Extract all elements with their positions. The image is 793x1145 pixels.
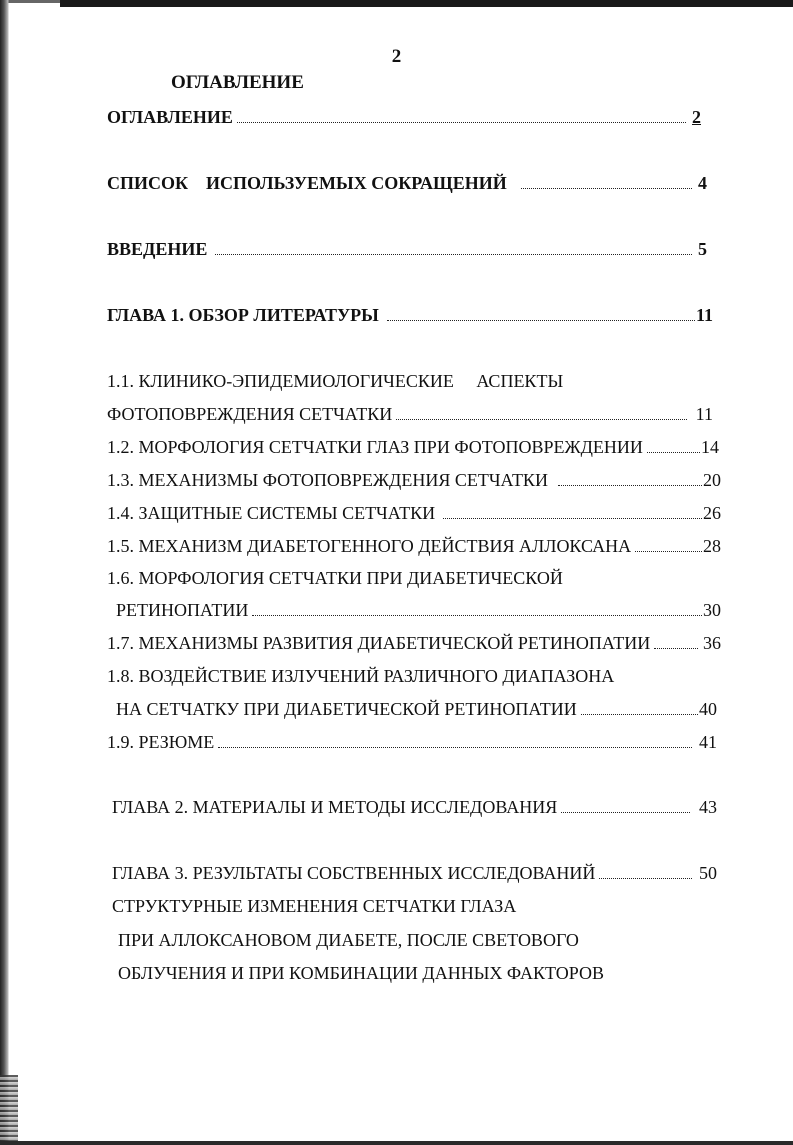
- toc-entry: [107, 535, 721, 557]
- toc-entry: [107, 403, 713, 425]
- toc-entry: [107, 304, 713, 326]
- toc-entry-label: 1.1. КЛИНИКО-ЭПИДЕМИОЛОГИЧЕСКИЕ АСПЕКТЫ: [107, 371, 564, 391]
- toc-entry-page: 26: [703, 503, 721, 523]
- toc-entry: [107, 469, 721, 491]
- toc-entry-label: 1.7. МЕХАНИЗМЫ РАЗВИТИЯ ДИАБЕТИЧЕСКОЙ РЕТИНОПАТИИ: [107, 633, 651, 653]
- toc-entry-label: ГЛАВА 2. МАТЕРИАЛЫ И МЕТОДЫ ИССЛЕДОВАНИЯ: [112, 797, 558, 817]
- toc-leader: [599, 877, 692, 879]
- toc-entry: [107, 370, 563, 392]
- toc-entry: [112, 895, 516, 917]
- toc-entry-page: 40: [699, 699, 717, 719]
- toc-entry-page: 50: [699, 863, 717, 883]
- toc-entry: [118, 962, 604, 984]
- toc-entry-label: ФОТОПОВРЕЖДЕНИЯ СЕТЧАТКИ: [107, 404, 393, 424]
- toc-entry: [107, 436, 719, 458]
- toc-entry: [116, 698, 717, 720]
- toc-entry-label: СТРУКТУРНЫЕ ИЗМЕНЕНИЯ СЕТЧАТКИ ГЛАЗА: [112, 896, 517, 916]
- toc-entry-page: 28: [703, 536, 721, 556]
- toc-entry-page: 11: [695, 305, 713, 325]
- toc-leader: [581, 713, 698, 715]
- toc-entry-label: 1.4. ЗАЩИТНЫЕ СИСТЕМЫ СЕТЧАТКИ: [107, 503, 436, 523]
- toc-entry-page: 14: [701, 437, 719, 457]
- toc-entry-page: 30: [703, 600, 721, 620]
- toc-entry-label: ВВЕДЕНИЕ: [107, 239, 208, 259]
- toc-leader: [561, 811, 690, 813]
- toc-entry-label: 1.2. МОРФОЛОГИЯ СЕТЧАТКИ ГЛАЗ ПРИ ФОТОПОВРЕЖДЕНИИ: [107, 437, 643, 457]
- toc-entry-page: 36: [703, 633, 721, 653]
- scan-binding-marks: [0, 1075, 18, 1145]
- scan-edge-left: [0, 0, 9, 1145]
- toc-entry-label: РЕТИНОПАТИИ: [116, 600, 249, 620]
- toc-leader: [237, 121, 686, 123]
- toc-entry: [107, 567, 563, 589]
- page-title: ОГЛАВЛЕНИЕ: [171, 72, 304, 93]
- toc-entry-page: 41: [699, 732, 717, 752]
- toc-entry-label: 1.3. МЕХАНИЗМЫ ФОТОПОВРЕЖДЕНИЯ СЕТЧАТКИ: [107, 470, 548, 490]
- toc-leader: [387, 319, 695, 321]
- toc-entry-label: ГЛАВА 1. ОБЗОР ЛИТЕРАТУРЫ: [107, 305, 379, 325]
- toc-entry: [107, 238, 707, 260]
- toc-entry-label: ОБЛУЧЕНИЯ И ПРИ КОМБИНАЦИИ ДАННЫХ ФАКТОРОВ: [118, 963, 604, 983]
- toc-leader: [396, 418, 686, 420]
- toc-entry-page: 11: [695, 404, 713, 424]
- toc-entry: [107, 172, 707, 194]
- toc-entry-page: 4: [698, 173, 707, 193]
- toc-entry-label: ПРИ АЛЛОКСАНОВОМ ДИАБЕТЕ, ПОСЛЕ СВЕТОВОГО: [118, 930, 579, 950]
- toc-entry-label: 1.6. МОРФОЛОГИЯ СЕТЧАТКИ ПРИ ДИАБЕТИЧЕСКОЙ: [107, 568, 563, 588]
- toc-leader: [218, 746, 692, 748]
- toc-entry-label: 1.5. МЕХАНИЗМ ДИАБЕТОГЕННОГО ДЕЙСТВИЯ АЛЛОКСАНА: [107, 536, 632, 556]
- toc-leader: [215, 253, 692, 255]
- toc-entry-page: 43: [699, 797, 717, 817]
- toc-entry-label: 1.8. ВОЗДЕЙСТВИЕ ИЗЛУЧЕНИЙ РАЗЛИЧНОГО ДИАПАЗОНА: [107, 666, 615, 686]
- toc-leader: [443, 517, 702, 519]
- toc-entry: [107, 665, 614, 687]
- page-number: 2: [391, 46, 402, 67]
- toc-leader: [521, 187, 692, 189]
- toc-entry: [112, 862, 717, 884]
- toc-entry: [107, 502, 721, 524]
- toc-entry: [116, 599, 721, 621]
- toc-entry: [118, 929, 579, 951]
- toc-entry: [107, 106, 701, 128]
- toc-leader: [654, 647, 698, 649]
- toc-entry-label: ГЛАВА 3. РЕЗУЛЬТАТЫ СОБСТВЕННЫХ ИССЛЕДОВАНИЙ: [112, 863, 596, 883]
- toc-entry: [112, 796, 717, 818]
- toc-entry-label: ОГЛАВЛЕНИЕ: [107, 107, 233, 127]
- toc-entry: [107, 632, 721, 654]
- scan-edge-top-fade: [0, 0, 60, 3]
- toc-entry-page: 20: [703, 470, 721, 490]
- toc-leader: [635, 550, 702, 552]
- scan-edge-bottom: [0, 1141, 793, 1145]
- toc-entry: [107, 731, 717, 753]
- toc-entry-page: 2: [692, 107, 701, 127]
- toc-entry-label: 1.9. РЕЗЮМЕ: [107, 732, 215, 752]
- scan-edge-top: [60, 0, 793, 7]
- toc-leader: [647, 451, 700, 453]
- toc-entry-page: 5: [698, 239, 707, 259]
- toc-entry-label: НА СЕТЧАТКУ ПРИ ДИАБЕТИЧЕСКОЙ РЕТИНОПАТИИ: [116, 699, 577, 719]
- toc-leader: [252, 614, 702, 616]
- toc-leader: [558, 484, 702, 486]
- toc-entry-label: СПИСОК ИСПОЛЬЗУЕМЫХ СОКРАЩЕНИЙ: [107, 173, 507, 193]
